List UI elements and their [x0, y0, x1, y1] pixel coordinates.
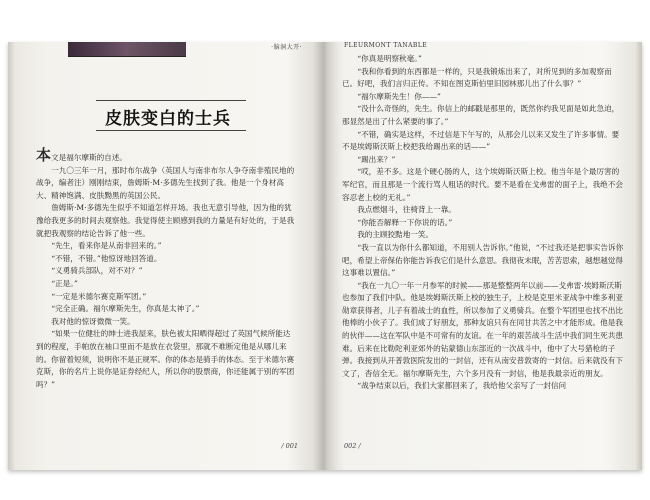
- book-spine-shadow: [313, 42, 337, 470]
- paragraph: “我一直以为你什么都知道，不用别人告诉你。”他说，“不过我还是把事实告诉你吧，希望上帝保佑你能告诉我它们是什么意思。我彻夜未眠，苦苦思索，越想越觉得这事难以置信。”: [342, 242, 624, 278]
- right-header-mark: FLEURMONT TANABLE: [344, 42, 428, 49]
- paragraph: 一九〇三年一月，那时布尔战争（英国人与南非布尔人争夺南非殖民地的战争，编者注）刚刚结束，詹姆斯·M·多德先生找到了我。他是一个身材高大、精神饱满、皮肤黝黑的英国公民。: [36, 165, 295, 200]
- book-left-edge: [8, 42, 16, 470]
- drop-cap: 本: [36, 146, 52, 164]
- title-rule-bottom: [96, 130, 246, 131]
- paragraph: “不错，不错。”他惊讶地回答道。: [51, 253, 162, 263]
- paragraph: 我的主顾狡黠地一笑。: [357, 230, 434, 240]
- paragraph: “如果一位健壮的绅士进我屋来，肤色被太阳晒得超过了英国气候所能达到的程度，手帕放在袖口里而不是放在衣袋里，那就不难断定他是从哪儿来的。你留着短须，说明你不是正规军。你的体态是骑手的体态。至于米德尔赛克斯，你的名片上说你是证券经纪人，所以你的股票商，你还能属于别的军团吗？”: [36, 329, 295, 389]
- paragraph: “不错，确实是这样，不过信是下午写的，从那会儿以来又发生了许多事情。要不是埃姆斯沃斯上校把我给踢出来的话——”: [342, 129, 620, 152]
- cover-strip: [68, 42, 186, 57]
- paragraph: “义勇骑兵部队，对不对？”: [51, 266, 143, 276]
- open-book: [8, 42, 642, 470]
- paragraph: 我点燃烟斗，往椅背上一靠。: [357, 205, 456, 215]
- paragraph: “踢出来？”: [357, 154, 396, 164]
- paragraph: “先生，看来你是从南非回来的。”: [51, 241, 162, 251]
- paragraph: [36, 146, 298, 165]
- right-page-number: 002 /: [344, 442, 361, 450]
- paragraph: “哎，差不多。这是个硬心肠的人，这个埃姆斯沃斯上校。他当年是个最厉害的军纪官，而且那是一个流行骂人粗话的时代。要不是看在戈弗雷的面子上，我绝不会容忍老上校的无礼。”: [342, 167, 623, 202]
- book-right-edge: [634, 42, 642, 470]
- paragraph: “我在一九〇一年一月参军的时候——那是整整两年以前——戈弗雷·埃姆斯沃斯也参加了我们中队。他是埃姆斯沃斯上校的独生子，上校是克里米亚战争中维多利亚勋章获得者，儿子有着战士的血性，所以参加了义勇骑兵。在整个军团里也找不出比他棒的小伙子了。我们成了好朋友，那种友谊只有在同甘共苦之中才能形成。他是我的伙伴——这在军队中是不可常有的友谊。在一年的艰苦战斗生活中我们同生死共患难。后来在比勒陀利亚郊外的钻蒙德山东部近的一次战斗中，他中了大号猎枪的子弹。我接到从开普敦医院发出的一封信，还有从南安普敦寄的一封信。后来就没有下文了，杳信全无。福尔摩斯先生，六个多月没有一封信，他是我最亲近的朋友。: [342, 280, 623, 378]
- title-rule-top: [96, 100, 246, 101]
- left-page: [26, 42, 310, 470]
- paragraph-text: 文是福尔摩斯的自述。: [51, 153, 127, 162]
- chapter-title: 皮肤变白的士兵: [105, 109, 231, 129]
- left-header-mark: ·脑洞大开·: [271, 44, 302, 51]
- paragraph: “没什么奇怪的，先生。你信上的邮戳是那里的，既然你约我见面是如此急迫，那显然是出了什么紧要的事了。”: [342, 104, 620, 126]
- left-page-number: / 001: [281, 442, 298, 450]
- paragraph: “完全正确。福尔摩斯先生，你真是太神了。”: [51, 304, 200, 314]
- paragraph: “正是。”: [51, 278, 78, 288]
- paragraph: “一定是米德尔赛克斯军团。”: [51, 291, 147, 301]
- paragraph: “你能否解释一下你说的话。”: [357, 217, 453, 227]
- paragraph: “战争结束以后，我们大家都回来了，我给他父亲写了一封信问: [357, 381, 567, 391]
- paragraph: 我对他的惊讶微微一笑。: [51, 316, 135, 326]
- paragraph: 詹姆斯·M·多德先生似乎不知道怎样开场。我也无意引导他，因为他的犹豫给我更多的时间去观察他。我觉得使主顾感到我的力量是有好处的，于是我就把我观察的结论告诉了他一些。: [36, 203, 295, 238]
- paragraph: “我和你看到的东西都是一样的，只是我锻炼出来了，对所见到的多加观察而已。好吧，我们言归正传。不知在图克斯伯里旧园林那儿出了什么事？”: [342, 66, 612, 89]
- right-page: [338, 42, 630, 470]
- left-page-text: [36, 146, 298, 391]
- right-page-text: [342, 53, 624, 393]
- paragraph: “你真是明察秋毫。”: [357, 54, 422, 63]
- paragraph: “福尔摩斯先生！你——”: [357, 91, 441, 101]
